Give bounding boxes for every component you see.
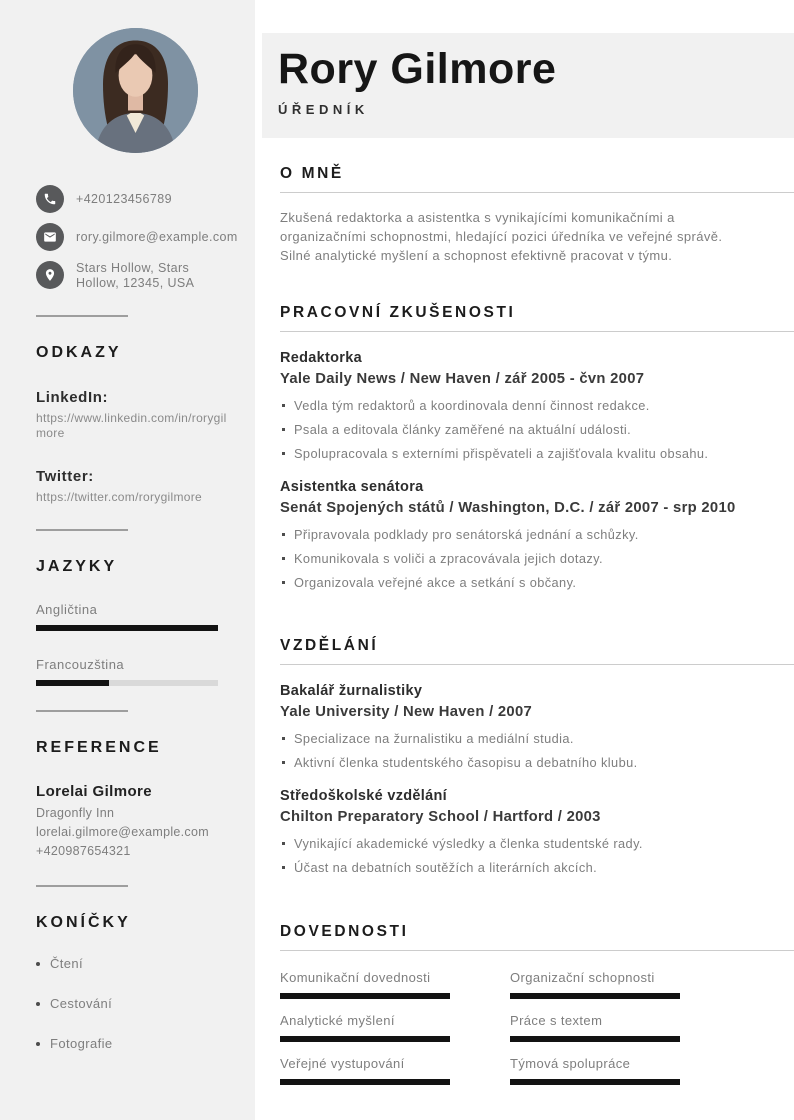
link-item (36, 389, 235, 441)
skill-item (280, 1013, 450, 1042)
sidebar-title-reference: REFERENCE (36, 739, 162, 756)
bullet-item (280, 422, 764, 437)
bullet-item (280, 398, 764, 413)
bullet-square-icon (282, 557, 285, 560)
bullet-item (280, 551, 764, 566)
link-label: LinkedIn: (36, 389, 109, 406)
address-value (76, 261, 194, 291)
header-band (262, 33, 794, 138)
section-rule (280, 664, 794, 665)
hobby-item (36, 996, 235, 1011)
language-item (36, 657, 235, 686)
education-title: VZDĚLÁNÍ (280, 637, 379, 654)
bullet-dot-icon (36, 1002, 40, 1006)
skill-name: Práce s textem (510, 1013, 603, 1028)
sidebar-title-hobbies: KONÍČKY (36, 914, 131, 931)
sidebar-title-languages: JAZYKY (36, 558, 118, 575)
skill-name: Analytické myšlení (280, 1013, 395, 1028)
link-label: Twitter: (36, 468, 94, 485)
bullet-square-icon (282, 842, 285, 845)
skill-level-track (510, 1036, 680, 1042)
profile-photo (73, 28, 198, 153)
skill-level-track (280, 993, 450, 999)
bullet-square-icon (282, 761, 285, 764)
contact-phone-row (36, 185, 235, 213)
language-level-track (36, 625, 218, 631)
entry-bullets (280, 731, 764, 770)
skill-level-bar (280, 1036, 450, 1042)
section-experience (255, 304, 794, 590)
language-level-bar (36, 680, 109, 686)
person-name: Rory Gilmore (278, 45, 557, 93)
bullet-item (280, 860, 764, 875)
bullet-square-icon (282, 428, 285, 431)
sidebar (0, 0, 255, 1120)
bullet-text: Aktivní členka studentského časopisu a debatního klubu. (294, 755, 638, 770)
bullet-item (280, 731, 764, 746)
bullet-square-icon (282, 452, 285, 455)
skill-item (280, 970, 450, 999)
sidebar-title-links: ODKAZY (36, 344, 122, 361)
bullet-item (280, 446, 764, 461)
entry-bullets (280, 836, 764, 875)
bullet-text: Vynikající akademické výsledky a členka studentské rady. (294, 836, 643, 851)
hobbies-list (36, 956, 235, 1051)
bullet-text: Specializace na žurnalistiku a mediální studia. (294, 731, 574, 746)
skill-level-bar (280, 993, 450, 999)
skill-level-bar (510, 993, 680, 999)
email-value[interactable]: rory.gilmore@example.com (76, 230, 238, 244)
reference-phone[interactable]: +420987654321 (36, 844, 131, 858)
link-item (36, 468, 235, 505)
reference-details (36, 804, 235, 861)
entry-meta: Yale Daily News / New Haven / zář 2005 - čvn 2007 (280, 371, 645, 387)
section-rule (280, 950, 794, 951)
main-content (255, 0, 794, 1120)
bullet-text: Účast na debatních soutěžích a literárních akcích. (294, 860, 598, 875)
links-list (36, 389, 235, 505)
reference-name: Lorelai Gilmore (36, 783, 153, 800)
bullet-item (280, 836, 764, 851)
hobby-label: Fotografie (50, 1036, 113, 1051)
phone-icon (36, 185, 64, 213)
section-skills (255, 923, 794, 1085)
education-list (255, 683, 794, 875)
contact-block (36, 185, 238, 291)
skill-item (510, 1056, 680, 1085)
bullet-text: Spolupracovala s externími přispěvateli a zajišťovala kvalitu obsahu. (294, 446, 709, 461)
contact-email-row (36, 223, 238, 251)
bullet-text: Připravovala podklady pro senátorská jednání a schůzky. (294, 527, 639, 542)
sidebar-divider (36, 315, 128, 317)
bullet-dot-icon (36, 962, 40, 966)
bullet-item (280, 527, 764, 542)
language-name: Francouzština (36, 657, 125, 672)
bullet-square-icon (282, 737, 285, 740)
bullet-text: Vedla tým redaktorů a koordinovala denní činnost redakce. (294, 398, 650, 413)
sidebar-divider (36, 885, 128, 887)
entry-bullets (280, 398, 764, 461)
entry-degree: Středoškolské vzdělání (280, 788, 447, 804)
skill-item (510, 970, 680, 999)
portrait-illustration (73, 28, 198, 153)
bullet-text: Komunikovala s voliči a zpracovávala jejich dotazy. (294, 551, 603, 566)
bullet-square-icon (282, 404, 285, 407)
experience-entry (280, 479, 764, 590)
location-pin-icon (36, 261, 64, 289)
contact-address-row (36, 261, 235, 291)
skill-level-bar (510, 1036, 680, 1042)
education-entry (280, 788, 764, 875)
skills-grid (280, 970, 794, 1085)
section-education (255, 637, 794, 875)
skill-item (280, 1056, 450, 1085)
experience-title: PRACOVNÍ ZKUŠENOSTI (280, 304, 516, 321)
sidebar-divider (36, 710, 128, 712)
entry-meta: Yale University / New Haven / 2007 (280, 704, 533, 720)
language-item (36, 602, 235, 631)
bullet-square-icon (282, 581, 285, 584)
skill-level-track (280, 1079, 450, 1085)
languages-list (36, 602, 235, 686)
entry-role: Redaktorka (280, 350, 362, 366)
skill-item (510, 1013, 680, 1042)
experience-list (255, 350, 794, 590)
entry-meta: Chilton Preparatory School / Hartford / 2003 (280, 809, 601, 825)
person-job-title: ÚŘEDNÍK (278, 102, 369, 118)
section-rule (280, 192, 794, 193)
language-name: Angličtina (36, 602, 98, 617)
sidebar-divider (36, 529, 128, 531)
skill-level-bar (510, 1079, 680, 1085)
phone-value[interactable]: +420123456789 (76, 192, 172, 206)
skill-name: Týmová spolupráce (510, 1056, 631, 1071)
bullet-item (280, 755, 764, 770)
hobby-label: Čtení (50, 956, 84, 971)
skill-level-bar (280, 1079, 450, 1085)
hobby-label: Cestování (50, 996, 113, 1011)
entry-degree: Bakalář žurnalistiky (280, 683, 423, 699)
education-entry (280, 683, 764, 770)
entry-meta: Senát Spojených států / Washington, D.C. / zář 2007 - srp 2010 (280, 500, 736, 516)
skill-level-track (510, 993, 680, 999)
bullet-square-icon (282, 533, 285, 536)
section-rule (280, 331, 794, 332)
bullet-square-icon (282, 866, 285, 869)
reference-company: Dragonfly Inn (36, 806, 115, 820)
skill-name: Komunikační dovednosti (280, 970, 431, 985)
bullet-text: Psala a editovala články zaměřené na aktuální události. (294, 422, 632, 437)
skill-level-track (280, 1036, 450, 1042)
link-url[interactable]: https://www.linkedin.com/in/rorygilmore (36, 411, 227, 440)
entry-bullets (280, 527, 764, 590)
bullet-item (280, 575, 764, 590)
hobby-item (36, 956, 235, 971)
experience-entry (280, 350, 764, 461)
mail-icon (36, 223, 64, 251)
address-line-1: Stars Hollow, Stars (76, 261, 190, 275)
skill-name: Veřejné vystupování (280, 1056, 405, 1071)
language-level-bar (36, 625, 218, 631)
section-about (255, 165, 794, 265)
about-text: Zkušená redaktorka a asistentka s vynikajícími komunikačními a organizačními schopnostmi, hledající pozici úředníka ve veřejné správě. Silné analytické myšlení a schopnost efektivně pracovat v týmu. (280, 210, 723, 263)
link-url[interactable]: https://twitter.com/rorygilmore (36, 490, 203, 504)
language-level-track (36, 680, 218, 686)
hobby-item (36, 1036, 235, 1051)
skills-title: DOVEDNOSTI (280, 923, 409, 940)
bullet-text: Organizovala veřejné akce a setkání s občany. (294, 575, 577, 590)
bullet-dot-icon (36, 1042, 40, 1046)
entry-role: Asistentka senátora (280, 479, 424, 495)
reference-email[interactable]: lorelai.gilmore@example.com (36, 825, 209, 839)
skill-name: Organizační schopnosti (510, 970, 655, 985)
skill-level-track (510, 1079, 680, 1085)
about-title: O MNĚ (280, 165, 344, 182)
address-line-2: Hollow, 12345, USA (76, 276, 195, 290)
